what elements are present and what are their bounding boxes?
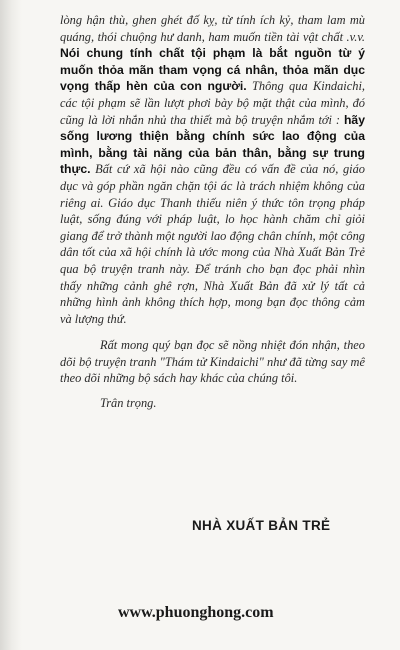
- letter-body: [60, 12, 365, 412]
- paragraph-1-text-b: Thông qua Kindaichi, các tội phạm sẽ lần lượt phơi bày bộ mặt thật của mình, đó cũng là lời nhắn nhủ tha thiết mà bộ truyện nhắm tới :: [60, 79, 365, 127]
- paragraph-1-text-a: lòng hận thù, ghen ghét đố kỵ, từ tính ích kỷ, tham lam mù quáng, thói chuộng hư danh, ham muốn tiền tài vật chất .v.v.: [60, 13, 365, 44]
- paragraph-1-text-c: Bất cứ xã hội nào cũng đều có vấn đề của nó, giáo dục và góp phần ngăn chặn tội ác là trách nhiệm không của riêng ai. Giáo dục Thanh thiếu niên ý thức tôn trọng pháp luật, sống đúng với pháp luật, lo học hành chăm chỉ giỏi giang để trở thành một người lao động chân chính, một công dân tốt của xã hội chính là ước mong của Nhà Xuất Bản Trẻ qua bộ truyện tranh này. Để tránh cho bạn đọc phải nhìn thấy những cảnh ghê rợn, Nhà Xuất Bản đã xử lý tất cả những hình ảnh không thích hợp, mong bạn đọc thông cảm và lượng thứ.: [60, 162, 365, 326]
- paragraph-1-bold-b: hãy sống lương thiện bằng chính sức lao động của mình, bằng tài năng của bản thân, bằng sự trung thực.: [60, 112, 365, 177]
- website-url: www.phuonghong.com: [118, 604, 274, 621]
- page-gutter-shadow: [0, 0, 22, 650]
- closing-greeting: Trân trọng.: [100, 396, 157, 411]
- paragraph-2: Rất mong quý bạn đọc sẽ nồng nhiệt đón nhận, theo dõi bộ truyện tranh "Thám tử Kindaichi" như đã từng say mê theo dõi những bộ sách hay khác của chúng tôi.: [60, 338, 365, 386]
- paragraph-1-bold-a: Nói chung tính chất tội phạm là bắt nguồn từ ý muốn thỏa mãn tham vọng cá nhân, thỏa mãn dục vọng thấp hèn của con người.: [60, 46, 365, 94]
- publisher-signature: NHÀ XUẤT BẢN TRẺ: [192, 518, 331, 533]
- paragraph-1: [60, 12, 365, 327]
